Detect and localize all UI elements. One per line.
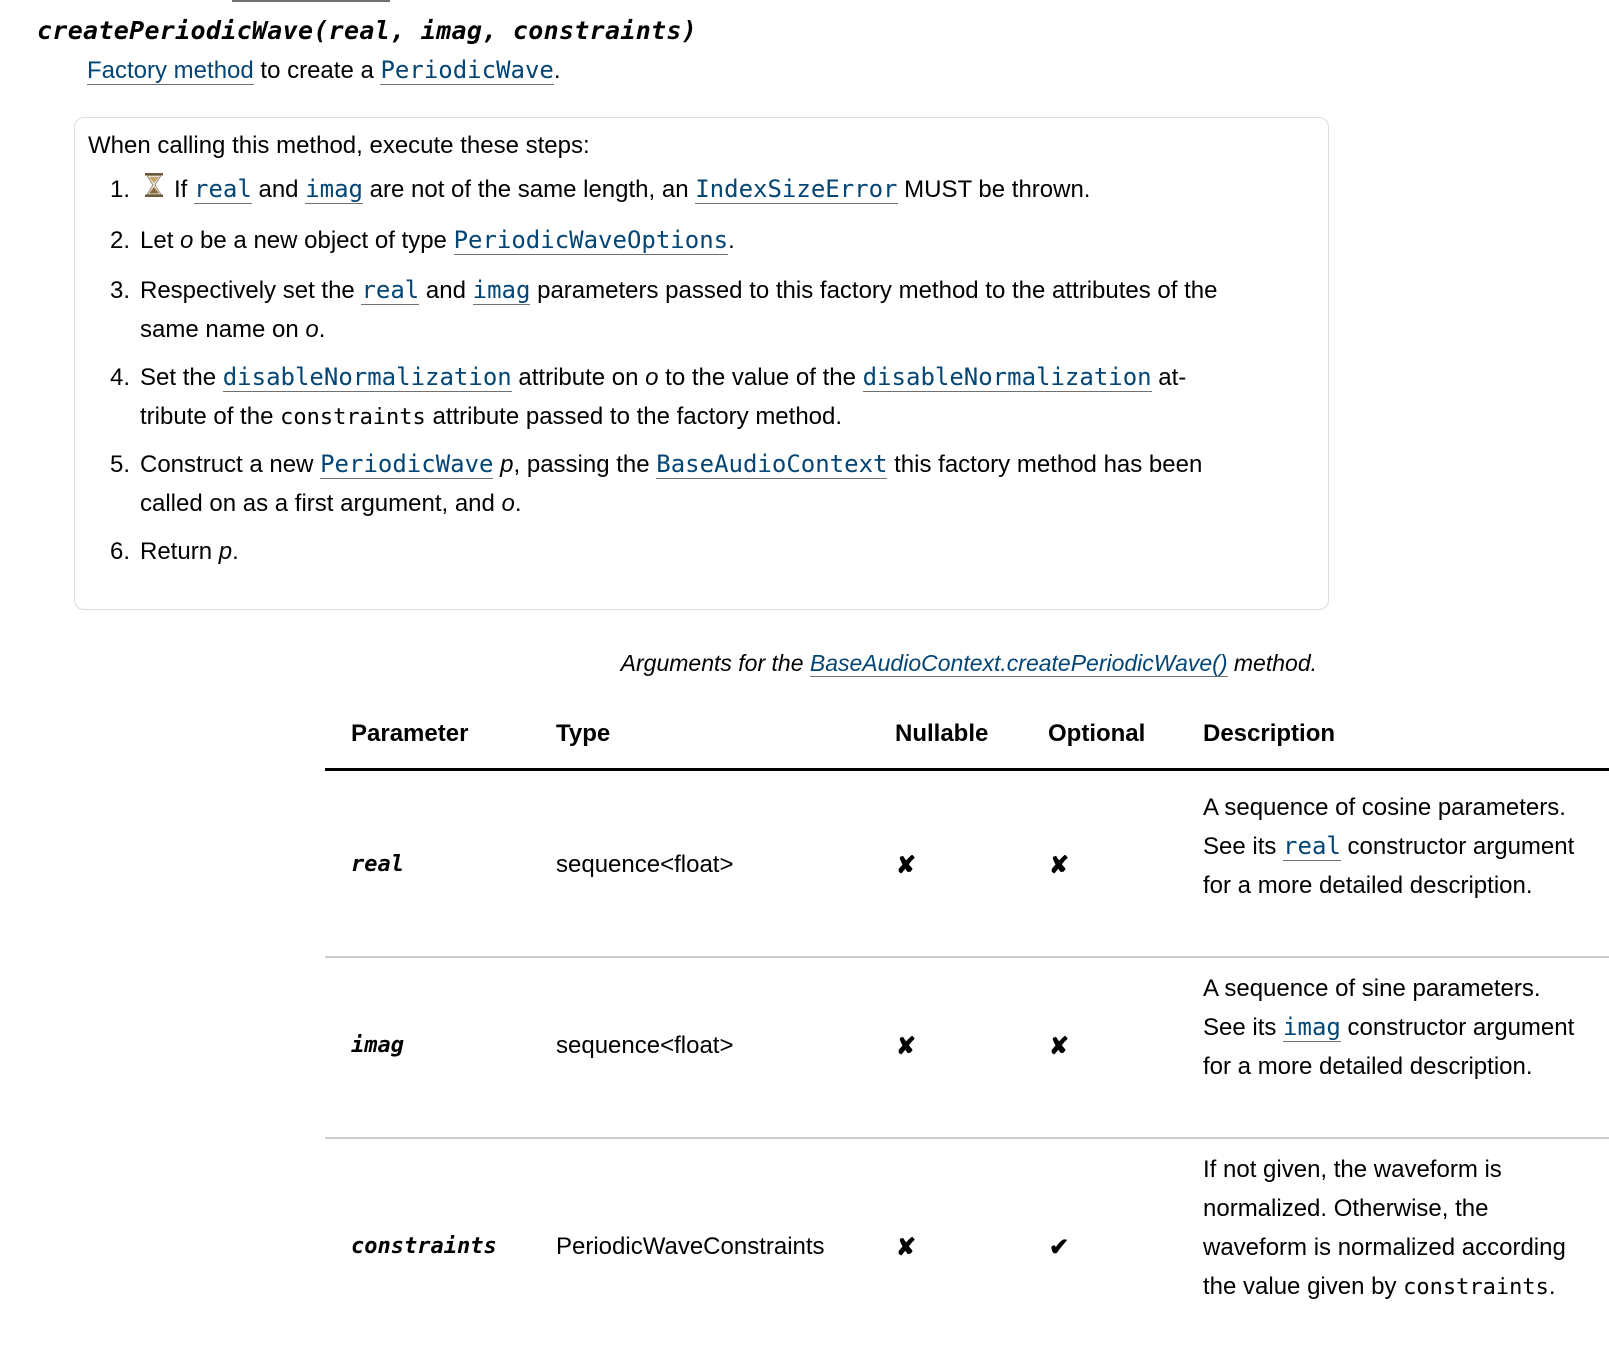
indexsizeerror-link[interactable]: IndexSizeError — [695, 175, 898, 203]
header-rule — [325, 768, 1609, 771]
createperiodicwave-link[interactable]: BaseAudioContext.createPeriodicWave() — [809, 650, 1228, 676]
table-caption: Arguments for the BaseAudioContext.createPeriodicWave() method. — [620, 650, 1317, 676]
imag-link[interactable]: imag — [472, 276, 531, 304]
header-type: Type — [556, 720, 611, 747]
nullable-cross-icon: ✘ — [896, 1234, 917, 1261]
optional-check-icon: ✔ — [1049, 1234, 1070, 1261]
method-signature: createPeriodicWave(real, imag, constraints) — [37, 16, 698, 45]
real-link[interactable]: real — [194, 175, 252, 203]
param-type: sequence<float> — [556, 851, 734, 878]
row-divider — [325, 1137, 1609, 1139]
header-parameter: Parameter — [351, 720, 469, 747]
param-description: If not given, the waveform is normalized. Otherwise, the waveform is normalized according the value given by constraints. — [1203, 1156, 1566, 1300]
optional-cross-icon: ✘ — [1049, 1033, 1070, 1060]
disablenormalization-link[interactable]: disableNormalization — [862, 363, 1152, 391]
algorithm-intro: When calling this method, execute these steps: — [88, 132, 590, 159]
row-divider — [325, 956, 1609, 958]
header-optional: Optional — [1048, 720, 1146, 747]
param-description: A sequence of sine parameters. See its imag constructor argument for a more detailed description. — [1203, 975, 1575, 1080]
nullable-cross-icon: ✘ — [896, 852, 917, 879]
param-name: real — [351, 852, 404, 877]
header-nullable: Nullable — [895, 720, 989, 747]
method-description: Factory method to create a PeriodicWave. — [87, 56, 561, 84]
periodicwaveoptions-link[interactable]: PeriodicWaveOptions — [453, 226, 729, 254]
periodicwave-link[interactable]: PeriodicWave — [380, 56, 554, 84]
periodicwave-link[interactable]: PeriodicWave — [320, 450, 494, 478]
param-type: PeriodicWaveConstraints — [556, 1233, 825, 1260]
factory-method-link[interactable]: Factory method — [87, 57, 254, 84]
param-description: A sequence of cosine parameters. See its real constructor argument for a more detailed description. — [1203, 794, 1575, 899]
nullable-cross-icon: ✘ — [896, 1033, 917, 1060]
param-name: constraints — [351, 1234, 497, 1259]
real-link[interactable]: real — [1283, 832, 1341, 860]
hourglass-icon — [144, 171, 164, 210]
disablenormalization-link[interactable]: disableNormalization — [222, 363, 512, 391]
algorithm-box: When calling this method, execute these steps: 1. If real and imag are not of the same length, an IndexSizeError MUST be thrown. 2. Let o be a new object of type PeriodicWaveOptions. 3. Respectively set the real and imag parameters passed to this factory method to the attributes of the same name on o. 4. Set the disableNormalization attribute on o to the value of the disableNormalization at- tribute of the constraints attribute passed to the factory method. 5. Construct a new PeriodicWave p, passing the BaseAudioContext this factory method has been called on as a first argument, and o. 6. Return p. — [74, 117, 1329, 610]
imag-link[interactable]: imag — [1283, 1013, 1341, 1041]
param-name: imag — [351, 1033, 404, 1058]
baseaudiocontext-link[interactable]: BaseAudioContext — [656, 450, 888, 478]
header-description: Description — [1203, 720, 1336, 747]
imag-link[interactable]: imag — [305, 175, 363, 203]
optional-cross-icon: ✘ — [1049, 852, 1070, 879]
link-underline-fragment — [232, 0, 390, 2]
param-type: sequence<float> — [556, 1032, 734, 1059]
real-link[interactable]: real — [361, 276, 420, 304]
